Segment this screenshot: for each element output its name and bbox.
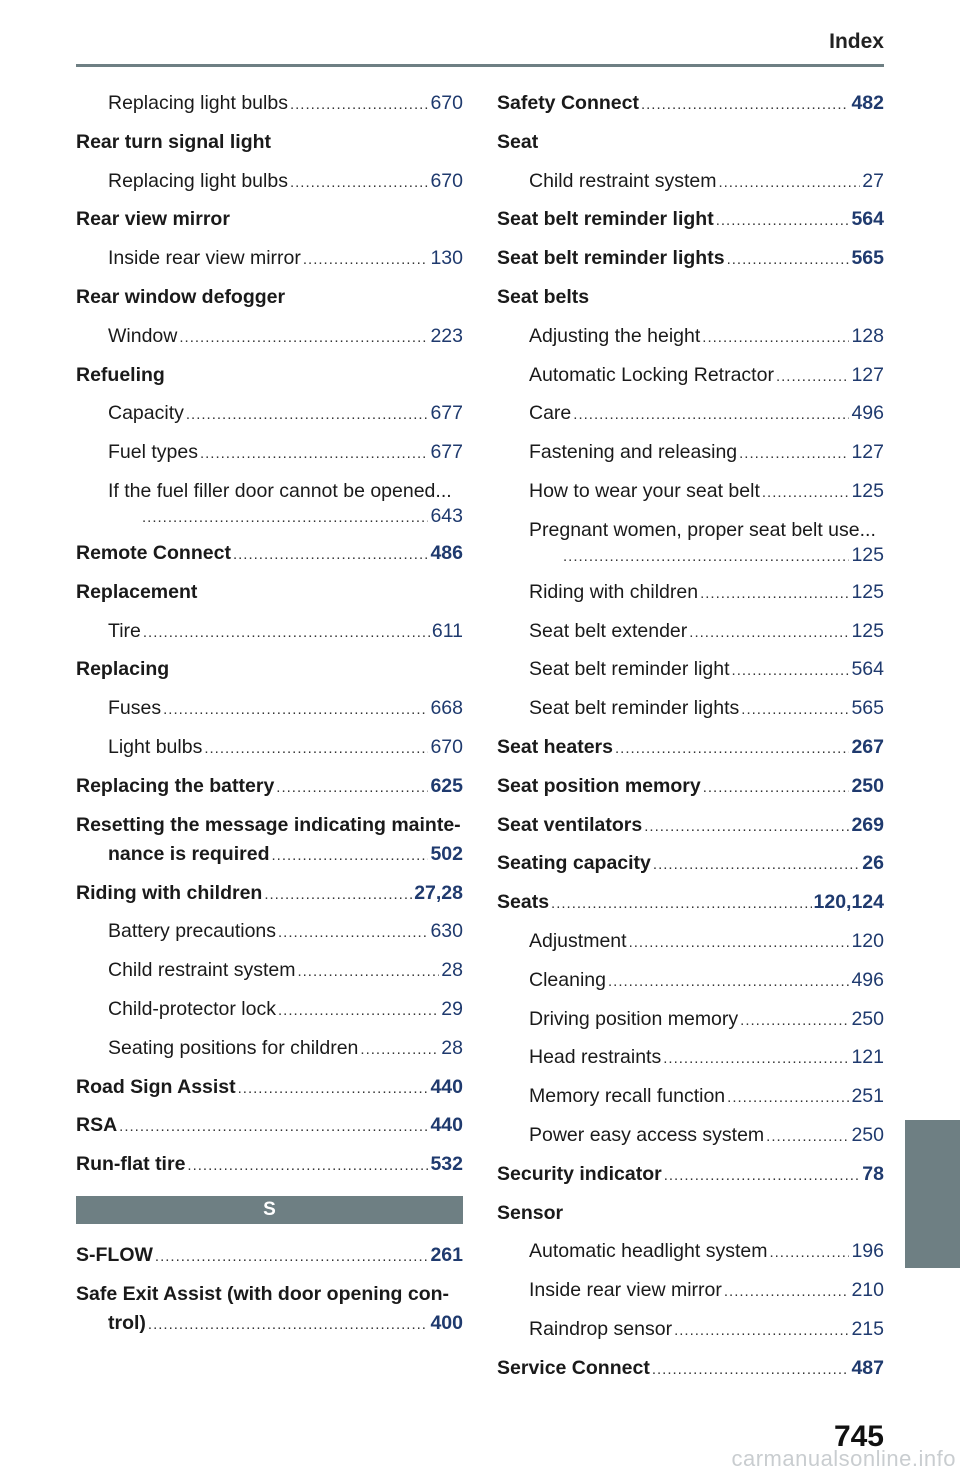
entry-label: Sensor [497, 1201, 564, 1224]
entry-label: Rear turn signal light [76, 130, 272, 153]
page-link[interactable]: 196 [851, 1240, 884, 1263]
page-link[interactable]: 267 [851, 735, 884, 758]
index-subentry[interactable] [76, 162, 463, 201]
dot-leader [551, 885, 811, 922]
index-heading [497, 1194, 884, 1233]
dot-leader [664, 1157, 861, 1194]
entry-label: Fuel types [108, 441, 198, 464]
entry-label: Seat belts [497, 285, 590, 308]
entry-label: Child-protector lock [108, 997, 276, 1020]
dot-leader [740, 1002, 849, 1039]
page-link[interactable]: 250 [851, 1007, 884, 1030]
page-link[interactable]: 440 [430, 1075, 463, 1098]
page-link[interactable]: 643 [430, 504, 463, 527]
page-link[interactable]: 532 [430, 1153, 463, 1176]
page-link[interactable]: 120,124 [813, 891, 884, 914]
page-link[interactable]: 127 [851, 363, 884, 386]
index-subentry[interactable] [76, 612, 463, 651]
page-link[interactable]: 120 [851, 929, 884, 952]
page-link[interactable]: 269 [851, 813, 884, 836]
dot-leader [278, 914, 428, 951]
entry-label: How to wear your seat belt [529, 479, 760, 502]
index-entry[interactable] [497, 806, 884, 845]
dot-leader [727, 241, 850, 278]
entry-label: Child restraint system [529, 169, 717, 192]
index-subentry[interactable] [76, 912, 463, 951]
dot-leader [718, 164, 860, 201]
page-link[interactable]: 26 [862, 852, 884, 875]
dot-leader [573, 396, 849, 433]
index-entry[interactable] [497, 767, 884, 806]
index-entry-continuation[interactable] [76, 1307, 463, 1343]
index-entry[interactable] [497, 200, 884, 239]
entry-label: Driving position memory [529, 1007, 739, 1030]
page-link[interactable]: 670 [430, 169, 463, 192]
page-link[interactable]: 668 [430, 697, 463, 720]
page-link[interactable]: 223 [430, 324, 463, 347]
dot-leader [204, 730, 428, 767]
dot-leader [278, 992, 439, 1029]
index-subentry[interactable] [76, 689, 463, 728]
page-link[interactable]: 125 [851, 580, 884, 603]
index-entry[interactable] [497, 883, 884, 922]
dot-leader [297, 953, 439, 990]
entry-label: Automatic Locking Retractor [529, 363, 774, 386]
entry-label: Battery precautions [108, 920, 277, 943]
dot-leader [724, 1273, 850, 1310]
entry-label: Seat position memory [497, 774, 701, 797]
index-entry[interactable] [76, 874, 463, 913]
dot-leader [727, 1079, 849, 1116]
page-link[interactable]: 496 [851, 968, 884, 991]
index-entry[interactable] [497, 1155, 884, 1194]
entry-label: Remote Connect [76, 541, 231, 564]
entry-label: Fastening and releasing [529, 441, 738, 464]
dot-leader [179, 319, 428, 356]
page-link[interactable]: 28 [441, 1036, 463, 1059]
entry-label: Seat [497, 130, 539, 153]
entry-label: Replacing the battery [76, 774, 275, 797]
entry-label: If the fuel filler door cannot be opened... [108, 479, 452, 502]
index-subentry[interactable] [497, 356, 884, 395]
dot-leader [186, 396, 429, 433]
index-subentry[interactable] [497, 1271, 884, 1310]
dot-leader [702, 319, 849, 356]
entry-label: Refueling [76, 363, 165, 386]
entry-label: Seating capacity [497, 852, 651, 875]
entry-label: Window [108, 324, 178, 347]
entry-label: trol) [108, 1311, 146, 1334]
dot-leader [641, 86, 850, 123]
index-entry[interactable] [76, 1236, 463, 1275]
dot-leader [653, 846, 860, 883]
dot-leader [700, 575, 849, 612]
entry-label: Light bulbs [108, 735, 203, 758]
index-column-right [497, 84, 884, 1388]
index-subentry[interactable] [497, 650, 884, 689]
entry-label: Inside rear view mirror [108, 247, 301, 270]
entry-label: Replacing light bulbs [108, 92, 288, 114]
entry-label: nance is required [108, 842, 270, 865]
dot-leader [644, 808, 849, 845]
dot-leader [142, 506, 428, 530]
entry-label: Adjustment [529, 929, 627, 952]
entry-label: Pregnant women, proper seat belt use... [529, 518, 876, 541]
header-divider [76, 64, 884, 67]
index-entry[interactable] [497, 844, 884, 883]
section-thumb-tab [905, 1120, 960, 1268]
page-link[interactable]: 440 [430, 1114, 463, 1137]
entry-label: Seats [497, 891, 550, 914]
entry-label: Power easy access system [529, 1123, 765, 1146]
dot-leader [663, 1040, 849, 1077]
dot-leader [652, 1351, 850, 1388]
entry-label: Seat heaters [497, 735, 613, 758]
entry-label: Replacing [76, 658, 170, 681]
index-entry[interactable] [76, 1106, 463, 1145]
index-subentry[interactable] [76, 317, 463, 356]
dot-leader [741, 691, 849, 728]
dot-leader [233, 536, 429, 573]
index-subentry[interactable] [497, 1310, 884, 1349]
entry-label: Inside rear view mirror [529, 1279, 722, 1302]
page-link[interactable]: 486 [430, 541, 463, 564]
index-entry[interactable] [76, 1068, 463, 1107]
entry-label: Rear view mirror [76, 208, 230, 231]
index-subentry[interactable] [497, 394, 884, 433]
page-link[interactable]: 564 [851, 208, 884, 231]
entry-label: Tire [108, 619, 141, 642]
index-subentry[interactable] [497, 472, 884, 511]
index-entry[interactable] [76, 806, 463, 838]
entry-label: Seat belt reminder light [497, 208, 714, 231]
dot-leader [200, 435, 428, 472]
dot-leader [563, 545, 849, 569]
index-column-left [76, 84, 463, 1343]
index-subentry[interactable] [497, 511, 884, 543]
page-link[interactable]: 400 [430, 1311, 463, 1334]
page-link[interactable]: 121 [851, 1046, 884, 1069]
page-link[interactable]: 670 [430, 92, 463, 114]
index-subentry[interactable] [76, 394, 463, 433]
index-subentry[interactable] [76, 433, 463, 472]
dot-leader [290, 164, 429, 201]
index-heading [497, 123, 884, 162]
index-subentry[interactable] [76, 951, 463, 990]
index-heading [76, 356, 463, 395]
page-link[interactable]: 565 [851, 247, 884, 270]
entry-label: Safety Connect [497, 92, 639, 114]
dot-leader [303, 241, 429, 278]
page-link[interactable]: 251 [851, 1085, 884, 1108]
index-subentry-continuation[interactable] [76, 504, 463, 534]
page-link[interactable]: 250 [851, 1123, 884, 1146]
index-subentry[interactable] [497, 1116, 884, 1155]
page-link[interactable]: 564 [851, 658, 884, 681]
entry-label: Replacing light bulbs [108, 169, 288, 192]
index-subentry[interactable] [76, 728, 463, 767]
entry-label: Road Sign Assist [76, 1075, 236, 1098]
watermark: carmanualsonline.info [731, 1446, 956, 1471]
page-link[interactable]: 670 [430, 735, 463, 758]
dot-leader [155, 1238, 429, 1275]
dot-leader [716, 202, 850, 239]
index-subentry[interactable] [497, 1077, 884, 1116]
page-link[interactable]: 677 [430, 441, 463, 464]
index-heading [76, 278, 463, 317]
entry-label: Child restraint system [108, 959, 296, 982]
dot-leader [238, 1070, 429, 1107]
dot-leader [762, 474, 850, 511]
page-link[interactable]: 630 [430, 920, 463, 943]
entry-label: Head restraints [529, 1046, 662, 1069]
page-number: 745 [833, 1420, 884, 1453]
entry-label: Seat belt reminder light [529, 658, 730, 681]
index-subentry[interactable] [76, 84, 463, 123]
dot-leader [271, 840, 428, 872]
entry-label: RSA [76, 1114, 118, 1137]
page-link[interactable]: 130 [430, 247, 463, 270]
dot-leader [360, 1031, 439, 1068]
dot-leader [689, 614, 849, 651]
page-link[interactable]: 250 [851, 774, 884, 797]
page-link[interactable]: 496 [851, 402, 884, 425]
index-subentry[interactable] [497, 689, 884, 728]
index-heading [76, 200, 463, 239]
index-entry[interactable] [76, 1275, 463, 1307]
page-link[interactable]: 482 [851, 92, 884, 114]
index-entry-continuation[interactable] [76, 838, 463, 874]
entry-label: Adjusting the height [529, 324, 701, 347]
dot-leader [276, 769, 428, 806]
entry-label: Memory recall function [529, 1085, 726, 1108]
entry-label: Care [529, 402, 572, 425]
index-heading [76, 123, 463, 162]
entry-label: Capacity [108, 402, 184, 425]
index-subentry[interactable] [497, 573, 884, 612]
dot-leader [769, 1234, 849, 1271]
index-entry[interactable] [497, 239, 884, 278]
dot-leader [264, 876, 412, 913]
index-heading [497, 278, 884, 317]
dot-leader [739, 435, 849, 472]
index-entry[interactable] [497, 1349, 884, 1388]
dot-leader [615, 730, 849, 767]
index-subentry[interactable] [76, 1029, 463, 1068]
entry-label: Service Connect [497, 1356, 650, 1379]
entry-label: Raindrop sensor [529, 1317, 673, 1340]
page-link[interactable]: 210 [851, 1279, 884, 1302]
dot-leader [766, 1118, 849, 1155]
index-subentry[interactable] [497, 433, 884, 472]
entry-label: Rear window defogger [76, 285, 286, 308]
page-link[interactable]: 502 [430, 842, 463, 865]
page-link[interactable]: 261 [430, 1243, 463, 1266]
index-subentry[interactable] [497, 1038, 884, 1077]
entry-label: Safe Exit Assist (with door opening con- [76, 1282, 450, 1305]
index-subentry[interactable] [76, 472, 463, 504]
entry-label: Seat belt extender [529, 619, 688, 642]
page-link[interactable]: 29 [441, 997, 463, 1020]
entry-label: Replacement [76, 580, 198, 603]
entry-label: Fuses [108, 697, 162, 720]
dot-leader [148, 1309, 429, 1341]
index-subentry[interactable] [76, 990, 463, 1029]
entry-label: Seat ventilators [497, 813, 643, 836]
dot-leader [119, 1108, 428, 1145]
entry-label: Riding with children [76, 881, 263, 904]
dot-leader [290, 86, 429, 123]
dot-leader [187, 1147, 428, 1184]
entry-label: S-FLOW [76, 1243, 153, 1266]
entry-label: Resetting the message indicating mainte- [76, 813, 461, 836]
page-link[interactable]: 125 [851, 619, 884, 642]
dot-leader [608, 963, 849, 1000]
index-entry[interactable] [497, 728, 884, 767]
dot-leader [776, 358, 850, 395]
dot-leader [629, 924, 850, 961]
entry-label: Automatic headlight system [529, 1240, 768, 1263]
entry-label: Seat belt reminder lights [529, 697, 740, 720]
index-subentry-continuation[interactable] [497, 543, 884, 573]
index-entry[interactable] [76, 1145, 463, 1184]
entry-label: Seat belt reminder lights [497, 247, 725, 270]
dot-leader [732, 652, 850, 689]
index-subentry[interactable] [497, 922, 884, 961]
page-link[interactable]: 215 [851, 1317, 884, 1340]
page-link[interactable]: 127 [851, 441, 884, 464]
index-entry[interactable] [497, 84, 884, 123]
index-heading [76, 650, 463, 689]
index-subentry[interactable] [497, 1000, 884, 1039]
entry-label: Cleaning [529, 968, 606, 991]
page-link[interactable]: 611 [431, 619, 463, 642]
index-subentry[interactable] [497, 612, 884, 651]
index-subentry[interactable] [76, 239, 463, 278]
page-link[interactable]: 125 [851, 479, 884, 502]
page-link[interactable]: 677 [430, 402, 463, 425]
page-link[interactable]: 27 [862, 169, 884, 192]
index-subentry[interactable] [497, 317, 884, 356]
page-link[interactable]: 125 [851, 543, 884, 566]
page-link[interactable]: 27,28 [414, 881, 463, 904]
page-link[interactable]: 128 [851, 324, 884, 347]
index-subentry[interactable] [497, 162, 884, 201]
page-header-title: Index [829, 30, 884, 53]
index-entry[interactable] [76, 534, 463, 573]
section-letter-bar: S [76, 1196, 463, 1224]
entry-label: Run-flat tire [76, 1153, 186, 1176]
page-link[interactable]: 487 [851, 1356, 884, 1379]
entry-label: Riding with children [529, 580, 699, 603]
page-link[interactable]: 565 [851, 697, 884, 720]
dot-leader [163, 691, 428, 728]
page-link[interactable]: 28 [441, 959, 463, 982]
index-subentry[interactable] [497, 961, 884, 1000]
index-entry[interactable] [76, 767, 463, 806]
index-subentry[interactable] [497, 1232, 884, 1271]
page-link[interactable]: 625 [430, 774, 463, 797]
index-heading [76, 573, 463, 612]
page-link[interactable]: 78 [862, 1162, 884, 1185]
dot-leader [674, 1312, 849, 1349]
dot-leader [143, 614, 430, 651]
entry-label: Security indicator [497, 1162, 662, 1185]
dot-leader [703, 769, 850, 806]
entry-label: Seating positions for children [108, 1036, 359, 1059]
